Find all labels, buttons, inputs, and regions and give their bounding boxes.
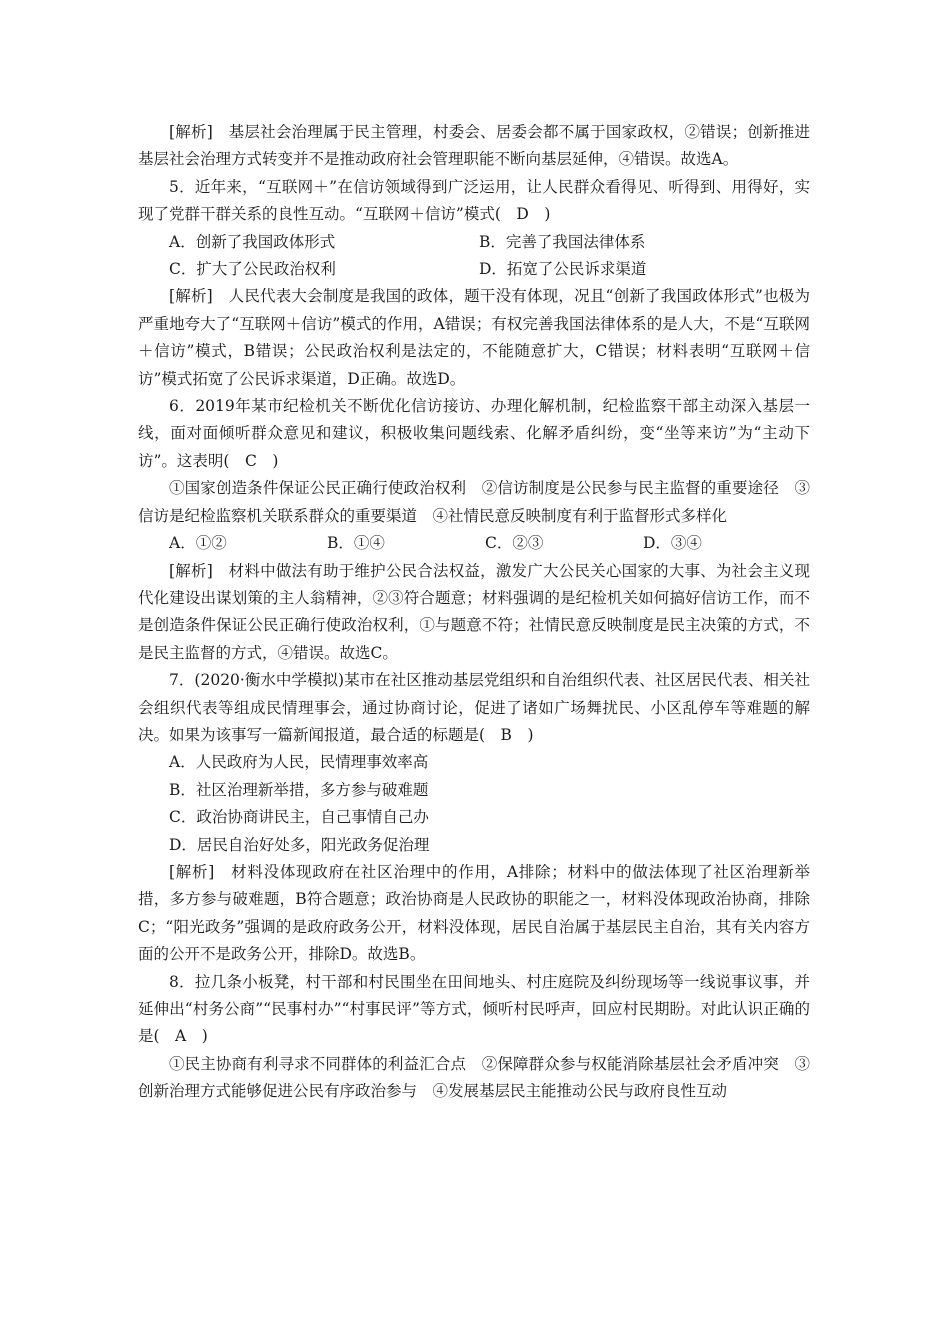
q6-statements: ①国家创造条件保证公民正确行使政治权利 ②信访制度是公民参与民主监督的重要途径 ③信访是纪检监察机关联系群众的重要渠道 ④社情民意反映制度有利于监督形式多样化 <box>138 479 810 525</box>
question-5 <box>138 174 810 393</box>
q5-option-c: C．扩大了公民政治权利 <box>169 260 336 279</box>
q6-options <box>138 530 810 557</box>
q5-option-a: A．创新了我国政体形式 <box>169 232 336 251</box>
q4-analysis: [解析] 基层社会治理属于民主管理，村委会、居委会都不属于国家政权，②错误；创新推进基层社会治理方式转变并不是推动政府社会管理职能不断向基层延伸，④错误。故选A。 <box>138 123 810 169</box>
q8-stem: 8．拉几条小板凳，村干部和村民围坐在田间地头、村庄庭院及纠纷现场等一线说事议事，并延伸出“村务公商”“民事村办”“村事民评”等方式，倾听村民呼声，回应村民期盼。对此认识正确的是( A ) <box>138 972 810 1046</box>
q7-option-a: A．人民政府为人民，民情理事效率高 <box>169 753 429 772</box>
q5-option-d: D．拓宽了公民诉求渠道 <box>479 260 647 279</box>
q6-option-c: C．②③ <box>485 534 544 553</box>
q7-option-d: D．居民自治好处多，阳光政务促治理 <box>169 835 430 854</box>
q8-statements: ①民主协商有利寻求不同群体的利益汇合点 ②保障群众参与权能消除基层社会矛盾冲突 ③创新治理方式能够促进公民有序政治参与 ④发展基层民主能推动公民与政府良性互动 <box>138 1054 810 1101</box>
q6-analysis: [解析] 材料中做法有助于维护公民合法权益，激发广大公民关心国家的大事、为社会主义现代化建设出谋划策的主人翁精神，②③符合题意；材料强调的是纪检机关如何搞好信访工作，而不是创造条件保证公民正确行使政治权利，①与题意不符；社情民意反映制度是民主决策的方式，不是民主监督的方式，④错误。故选C。 <box>138 561 810 662</box>
q5-analysis: [解析] 人民代表大会制度是我国的政体，题干没有体现，况且“创新了我国政体形式”也极为严重地夸大了“互联网＋信访”模式的作用，A错误；有权完善我国法律体系的是人大，不是“互联网＋信访”模式，B错误；公民政治权利是法定的，不能随意扩大，C错误；材料表明“互联网＋信访”模式拓宽了公民诉求渠道，D正确。故选D。 <box>138 287 810 388</box>
document-page <box>138 119 810 1106</box>
q5-options-row-1 <box>138 229 810 256</box>
question-6 <box>138 393 810 667</box>
q6-option-b: B．①④ <box>327 534 385 553</box>
q6-option-a: A．①② <box>169 534 227 553</box>
q5-option-b: B．完善了我国法律体系 <box>479 232 646 251</box>
q6-stem: 6．2019年某市纪检机关不断优化信访接访、办理化解机制，纪检监察干部主动深入基层一线，面对面倾听群众意见和建议，积极收集问题线索、化解矛盾纠纷，变“坐等来访”为“主动下访”。这表明( C ) <box>138 397 810 470</box>
q5-stem: 5．近年来，“互联网＋”在信访领域得到广泛运用，让人民群众看得见、听得到、用得好，实现了党群干群关系的良性互动。“互联网＋信访”模式( D ) <box>138 177 810 224</box>
q5-options-row-2 <box>138 256 810 283</box>
question-8 <box>138 969 810 1106</box>
q7-stem: 7．(2020·衡水中学模拟)某市在社区推动基层党组织和自治组织代表、社区居民代表、相关社会组织代表等组成民情理事会，通过协商讨论，促进了诸如广场舞扰民、小区乱停车等难题的解决。如果为该事写一篇新闻报道，最合适的标题是( B ) <box>138 671 810 744</box>
q7-option-c: C．政治协商讲民主，自己事情自己办 <box>169 808 429 827</box>
q7-analysis: [解析] 材料没体现政府在社区治理中的作用，A排除；材料中的做法体现了社区治理新举措，多方参与破难题，B符合题意；政治协商是人民政协的职能之一，材料没体现政治协商，排除C；“阳光政务”强调的是政府政务公开，材料没体现，居民自治属于基层民主自治，其有关内容方面的公开不是政务公开，排除D。故选B。 <box>138 862 810 964</box>
q7-option-b: B．社区治理新举措，多方参与破难题 <box>169 780 429 799</box>
question-7 <box>138 667 810 968</box>
q6-option-d: D．③④ <box>643 534 702 553</box>
